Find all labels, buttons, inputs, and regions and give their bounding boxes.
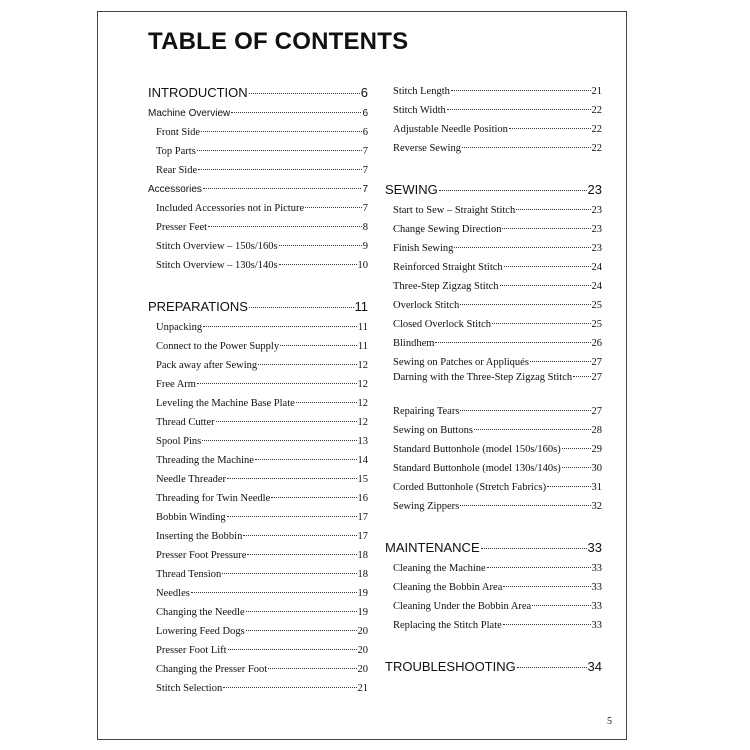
toc-entry-page: 30: [591, 463, 602, 474]
dot-leader: [562, 467, 591, 468]
toc-entry-label: Cleaning the Bobbin Area: [393, 582, 503, 593]
toc-entry-label: Start to Sew – Straight Stitch: [393, 205, 516, 216]
dot-leader: [481, 548, 587, 549]
toc-entry: [385, 258, 602, 277]
dot-leader: [460, 410, 590, 411]
dot-leader: [268, 668, 356, 669]
toc-entry-label: Presser Feet: [156, 222, 208, 233]
dot-leader: [460, 505, 590, 506]
dot-leader: [228, 649, 357, 650]
toc-entry-page: 16: [357, 493, 368, 504]
toc-entry-page: 25: [591, 300, 602, 311]
toc-entry: [148, 142, 368, 161]
dot-leader: [516, 209, 590, 210]
toc-entry-label: Top Parts: [156, 146, 196, 157]
toc-entry: [148, 394, 368, 413]
toc-entry: [385, 239, 602, 258]
toc-entry-page: 7: [362, 184, 368, 195]
toc-entry-label: Lowering Feed Dogs: [156, 626, 245, 637]
toc-entry: [385, 334, 602, 353]
toc-entry-page: 33: [591, 620, 602, 631]
toc-entry-page: 6: [360, 85, 368, 100]
toc-entry-page: 28: [591, 425, 602, 436]
dot-leader: [547, 486, 590, 487]
dot-leader: [562, 448, 591, 449]
toc-entry: [148, 565, 368, 584]
dot-leader: [246, 630, 357, 631]
dot-leader: [447, 109, 591, 110]
toc-entry: [148, 356, 368, 375]
toc-entry: [148, 622, 368, 641]
toc-entry-page: 20: [357, 626, 368, 637]
toc-entry-page: 9: [362, 241, 368, 252]
dot-leader: [503, 624, 591, 625]
toc-entry-label: Included Accessories not in Picture: [156, 203, 305, 214]
toc-entry: [148, 603, 368, 622]
toc-entry-label: Changing the Presser Foot: [156, 664, 268, 675]
toc-entry-label: Connect to the Power Supply: [156, 341, 280, 352]
dot-leader: [454, 247, 590, 248]
dot-leader: [530, 361, 591, 362]
toc-entry-label: Three-Step Zigzag Stitch: [393, 281, 499, 292]
toc-entry-page: 17: [357, 531, 368, 542]
dot-leader: [201, 131, 362, 132]
toc-entry-label: Spool Pins: [156, 436, 202, 447]
toc-entry: [385, 120, 602, 139]
dot-leader: [271, 497, 356, 498]
toc-entry-label: Accessories: [148, 184, 202, 195]
toc-entry-label: Repairing Tears: [393, 406, 460, 417]
toc-entry-page: 34: [587, 659, 602, 674]
toc-section-heading: [148, 82, 368, 104]
toc-entry: [148, 641, 368, 660]
toc-entry-page: 14: [357, 455, 368, 466]
toc-section-heading: [385, 656, 602, 678]
dot-leader: [208, 226, 362, 227]
toc-entry-label: Sewing on Patches or Appliqués: [393, 357, 529, 368]
section-gap: [385, 158, 602, 179]
dot-leader: [504, 266, 591, 267]
toc-entry-label: Threading the Machine: [156, 455, 254, 466]
toc-entry: [148, 451, 368, 470]
toc-entry-page: 19: [357, 607, 368, 618]
toc-entry-page: 7: [362, 203, 368, 214]
dot-leader: [439, 190, 587, 191]
toc-entry-label: Threading for Twin Needle: [156, 493, 271, 504]
toc-entry-label: Cleaning the Machine: [393, 563, 486, 574]
section-gap: [385, 516, 602, 537]
toc-section-heading: [148, 296, 368, 318]
toc-entry: [385, 372, 602, 402]
toc-entry-page: 18: [357, 569, 368, 580]
toc-entry-label: Free Arm: [156, 379, 196, 390]
toc-entry: [148, 470, 368, 489]
dot-leader: [296, 402, 357, 403]
toc-entry-label: Needle Threader: [156, 474, 227, 485]
dot-leader: [197, 150, 362, 151]
dot-leader: [191, 592, 357, 593]
dot-leader: [202, 440, 356, 441]
toc-entry-page: 22: [591, 105, 602, 116]
toc-entry: [148, 161, 368, 180]
toc-entry-page: 24: [591, 262, 602, 273]
dot-leader: [249, 93, 360, 94]
dot-leader: [460, 304, 590, 305]
toc-entry-page: 27: [591, 406, 602, 417]
toc-entry-label: Overlock Stitch: [393, 300, 460, 311]
toc-entry: [385, 201, 602, 220]
toc-subsection: [148, 180, 368, 199]
toc-entry-page: 12: [357, 417, 368, 428]
toc-entry: [385, 82, 602, 101]
toc-entry: [148, 546, 368, 565]
toc-entry: [385, 478, 602, 497]
toc-entry-page: 23: [591, 243, 602, 254]
dot-leader: [487, 567, 591, 568]
toc-entry-page: 7: [362, 146, 368, 157]
toc-entry-label: Reinforced Straight Stitch: [393, 262, 503, 273]
toc-entry-label: Adjustable Needle Position: [393, 124, 508, 135]
toc-subsection: [148, 104, 368, 123]
toc-entry-page: 12: [357, 360, 368, 371]
toc-entry-label: Stitch Length: [393, 86, 450, 97]
dot-leader: [451, 90, 591, 91]
toc-entry-page: 6: [362, 108, 368, 119]
toc-entry: [148, 199, 368, 218]
dot-leader: [197, 383, 357, 384]
toc-entry-page: 11: [357, 341, 368, 352]
toc-entry: [385, 353, 602, 372]
toc-entry-label: Stitch Overview – 150s/160s: [156, 241, 278, 252]
page-title: TABLE OF CONTENTS: [148, 28, 409, 55]
toc-entry-label: Finish Sewing: [393, 243, 454, 254]
toc-entry-page: 29: [591, 444, 602, 455]
toc-entry-page: 15: [357, 474, 368, 485]
dot-leader: [243, 535, 356, 536]
dot-leader: [227, 478, 356, 479]
toc-entry: [385, 578, 602, 597]
dot-leader: [247, 554, 356, 555]
toc-entry: [148, 489, 368, 508]
dot-leader: [246, 611, 357, 612]
dot-leader: [305, 207, 362, 208]
toc-section-heading: [385, 179, 602, 201]
toc-entry: [385, 315, 602, 334]
toc-entry: [385, 101, 602, 120]
toc-entry-page: 23: [587, 182, 602, 197]
dot-leader: [227, 516, 357, 517]
toc-entry-page: 6: [362, 127, 368, 138]
toc-entry: [148, 584, 368, 603]
toc-entry-label: Needles: [156, 588, 190, 599]
toc-entry-page: 31: [591, 482, 602, 493]
toc-entry-label: Standard Buttonhole (model 150s/160s): [393, 444, 561, 455]
toc-entry: [385, 402, 602, 421]
toc-entry-label: Changing the Needle: [156, 607, 245, 618]
dot-leader: [573, 376, 590, 377]
toc-entry-page: 33: [591, 601, 602, 612]
toc-entry-label: MAINTENANCE: [385, 540, 480, 555]
toc-entry: [385, 440, 602, 459]
dot-leader: [279, 264, 357, 265]
toc-entry: [385, 616, 602, 635]
dot-leader: [223, 687, 356, 688]
toc-entry-label: Corded Buttonhole (Stretch Fabrics): [393, 482, 547, 493]
toc-entry-page: 21: [357, 683, 368, 694]
toc-entry: [385, 277, 602, 296]
toc-entry-page: 11: [354, 299, 368, 314]
dot-leader: [517, 667, 587, 668]
toc-entry-page: 26: [591, 338, 602, 349]
dot-leader: [492, 323, 591, 324]
section-gap: [148, 275, 368, 296]
toc-entry-label: Darning with the Three-Step Zigzag Stitch: [393, 372, 573, 383]
toc-entry-page: 10: [357, 260, 368, 271]
toc-entry-page: 25: [591, 319, 602, 330]
toc-entry-label: Machine Overview: [148, 108, 231, 119]
toc-entry-label: Unpacking: [156, 322, 203, 333]
toc-entry-label: Thread Tension: [156, 569, 222, 580]
dot-leader: [532, 605, 590, 606]
toc-entry-label: PREPARATIONS: [148, 299, 248, 314]
toc-entry: [385, 459, 602, 478]
dot-leader: [280, 345, 357, 346]
toc-entry-label: Pack away after Sewing: [156, 360, 258, 371]
toc-entry-label: Presser Foot Pressure: [156, 550, 247, 561]
dot-leader: [203, 326, 357, 327]
toc-entry: [385, 597, 602, 616]
toc-entry-page: 17: [357, 512, 368, 523]
toc-entry-page: 21: [591, 86, 602, 97]
toc-entry-label: Cleaning Under the Bobbin Area: [393, 601, 532, 612]
toc-entry-page: 27: [591, 357, 602, 368]
toc-entry: [148, 432, 368, 451]
dot-leader: [255, 459, 357, 460]
toc-entry: [148, 318, 368, 337]
toc-entry-page: 7: [362, 165, 368, 176]
dot-leader: [258, 364, 356, 365]
toc-entry-label: Bobbin Winding: [156, 512, 226, 523]
toc-entry-label: Inserting the Bobbin: [156, 531, 243, 542]
toc-entry: [148, 375, 368, 394]
toc-entry: [148, 413, 368, 432]
toc-entry-label: Stitch Overview – 130s/140s: [156, 260, 278, 271]
toc-entry-label: Replacing the Stitch Plate: [393, 620, 502, 631]
toc-entry-label: Leveling the Machine Base Plate: [156, 398, 295, 409]
toc-entry: [385, 139, 602, 158]
toc-entry: [148, 527, 368, 546]
toc-entry: [385, 220, 602, 239]
dot-leader: [435, 342, 590, 343]
toc-entry: [148, 660, 368, 679]
toc-entry-label: TROUBLESHOOTING: [385, 659, 516, 674]
dot-leader: [203, 188, 362, 189]
toc-entry-page: 23: [591, 205, 602, 216]
toc-entry-page: 20: [357, 645, 368, 656]
toc-entry-page: 19: [357, 588, 368, 599]
dot-leader: [462, 147, 591, 148]
toc-entry-page: 12: [357, 379, 368, 390]
dot-leader: [474, 429, 591, 430]
toc-entry-page: 11: [357, 322, 368, 333]
section-gap: [385, 635, 602, 656]
toc-entry-page: 22: [591, 143, 602, 154]
toc-entry: [385, 559, 602, 578]
toc-entry: [385, 497, 602, 516]
toc-entry: [148, 508, 368, 527]
toc-entry-page: 12: [357, 398, 368, 409]
dot-leader: [503, 586, 590, 587]
dot-leader: [249, 307, 354, 308]
toc-entry-label: Thread Cutter: [156, 417, 215, 428]
toc-entry-label: SEWING: [385, 182, 438, 197]
toc-entry-page: 24: [591, 281, 602, 292]
toc-entry-page: 20: [357, 664, 368, 675]
toc-entry: [148, 123, 368, 142]
toc-entry-label: Stitch Selection: [156, 683, 223, 694]
toc-entry-label: Change Sewing Direction: [393, 224, 502, 235]
toc-entry-page: 27: [591, 372, 602, 383]
toc-entry-label: Blindhem: [393, 338, 435, 349]
toc-entry: [385, 296, 602, 315]
toc-entry: [385, 421, 602, 440]
toc-entry-label: Sewing Zippers: [393, 501, 460, 512]
dot-leader: [198, 169, 362, 170]
toc-entry: [148, 256, 368, 275]
toc-right-column: [385, 82, 602, 678]
toc-entry-page: 8: [362, 222, 368, 233]
dot-leader: [231, 112, 361, 113]
toc-entry-page: 13: [357, 436, 368, 447]
page-number: 5: [607, 716, 612, 727]
dot-leader: [222, 573, 356, 574]
toc-entry-page: 33: [591, 582, 602, 593]
toc-entry-label: Standard Buttonhole (model 130s/140s): [393, 463, 561, 474]
toc-entry-page: 18: [357, 550, 368, 561]
toc-entry-label: Reverse Sewing: [393, 143, 461, 154]
toc-entry-label: Sewing on Buttons: [393, 425, 473, 436]
toc-entry: [148, 679, 368, 698]
dot-leader: [216, 421, 357, 422]
toc-left-column: [148, 82, 368, 698]
dot-leader: [509, 128, 591, 129]
toc-entry-page: 32: [591, 501, 602, 512]
toc-entry-label: Stitch Width: [393, 105, 446, 116]
toc-entry-page: 33: [587, 540, 602, 555]
toc-entry: [148, 237, 368, 256]
toc-entry-label: Closed Overlock Stitch: [393, 319, 491, 330]
toc-entry-label: Presser Foot Lift: [156, 645, 227, 656]
dot-leader: [502, 228, 590, 229]
toc-section-heading: [385, 537, 602, 559]
dot-leader: [279, 245, 362, 246]
toc-entry: [148, 337, 368, 356]
dot-leader: [500, 285, 591, 286]
toc-entry-label: INTRODUCTION: [148, 85, 248, 100]
toc-entry-page: 23: [591, 224, 602, 235]
toc-entry-label: Rear Side: [156, 165, 198, 176]
toc-entry-page: 33: [591, 563, 602, 574]
toc-entry: [148, 218, 368, 237]
toc-entry-page: 22: [591, 124, 602, 135]
toc-entry-label: Front Side: [156, 127, 201, 138]
